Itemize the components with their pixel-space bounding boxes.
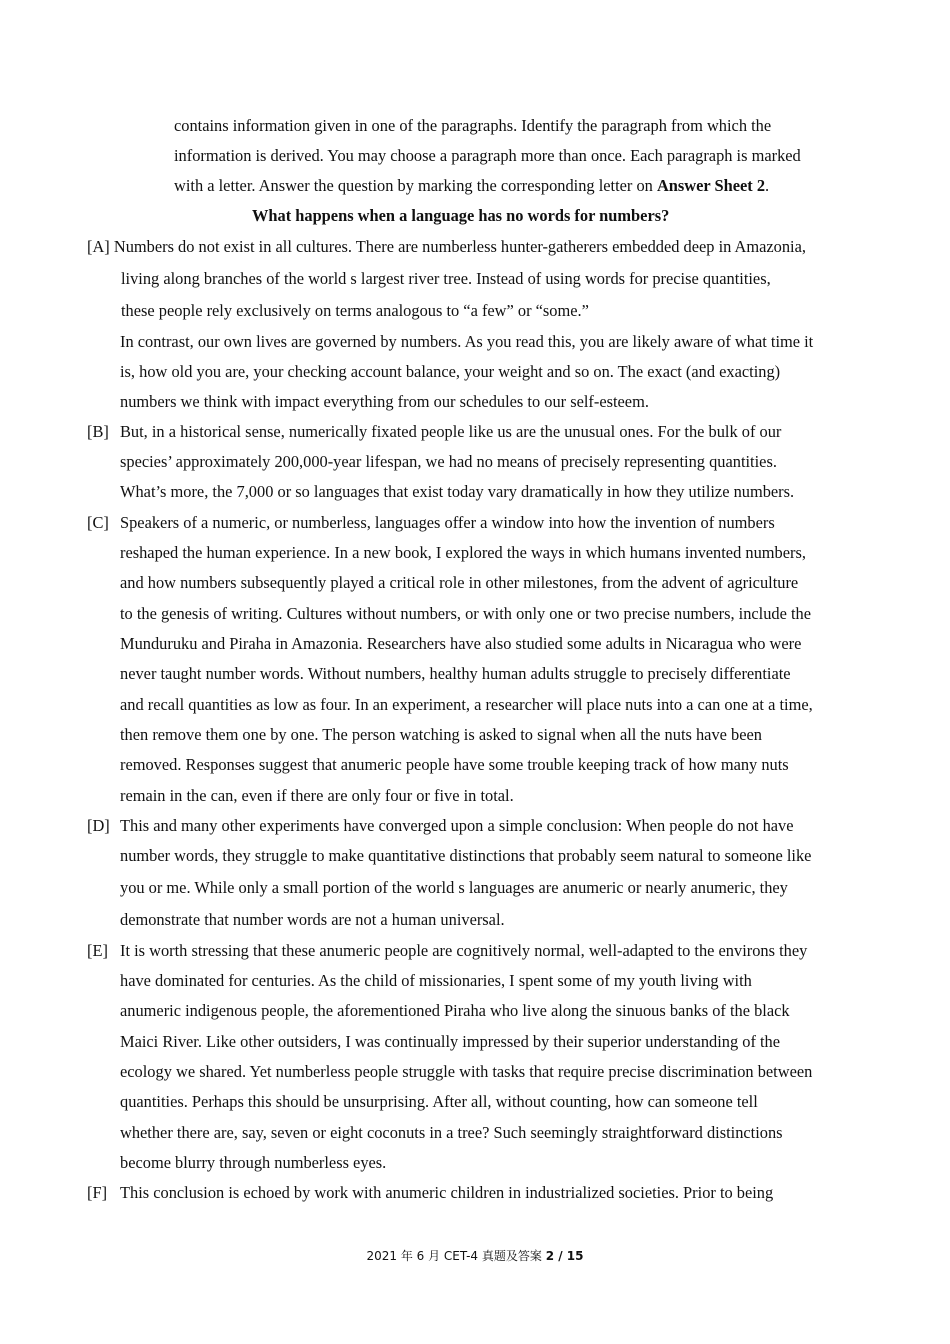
paragraph-e-line-7: whether there are, say, seven or eight coconuts in a tree? Such seemingly straightforward distinctions [120, 1123, 783, 1142]
paragraph-label-e: [E] [87, 941, 108, 960]
paragraph-a-line-2: living along branches of the world s largest river tree. Instead of using words for precise quantities, [121, 269, 771, 288]
paragraph-a-line-1: Numbers do not exist in all cultures. There are numberless hunter-gatherers embedded deep in Amazonia, [113, 237, 806, 256]
paragraph-label-c: [C] [87, 513, 109, 532]
paragraph-c-line-1: Speakers of a numeric, or numberless, languages offer a window into how the invention of numbers [120, 513, 775, 532]
paragraph-f-line-1: This conclusion is echoed by work with anumeric children in industrialized societies. Prior to being [120, 1183, 774, 1202]
paragraph-a-line-6: numbers we think with impact everything from our schedules to our self-esteem. [120, 392, 649, 411]
paragraph-c-line-7: and recall quantities as low as four. In an experiment, a researcher will place nuts into a can one at a time, [120, 695, 813, 714]
paragraph-d-line-1: This and many other experiments have converged upon a simple conclusion: When people do not have [120, 816, 794, 835]
answer-sheet-label: Answer Sheet 2 [656, 176, 766, 195]
paragraph-c-line-3: and how numbers subsequently played a critical role in other milestones, from the advent of agriculture [120, 573, 799, 592]
paragraph-a-line-5: is, how old you are, your checking account balance, your weight and so on. The exact (and exacting) [120, 362, 781, 381]
intro-line-3 [174, 176, 769, 196]
paragraph-a-line-4: In contrast, our own lives are governed by numbers. As you read this, you are likely aware of what time it [120, 332, 814, 351]
passage-title: What happens when a language has no words for numbers? [252, 206, 670, 225]
intro-line-3-end: . [765, 176, 770, 195]
paragraph-d-line-2: number words, they struggle to make quantitative distinctions that probably seem natural to someone like [120, 846, 812, 865]
paragraph-c-line-6: never taught number words. Without numbers, healthy human adults struggle to precisely differentiate [120, 664, 791, 683]
paragraph-e-line-5: ecology we shared. Yet numberless people struggle with tasks that require precise discrimination between [120, 1062, 813, 1081]
paragraph-label-f: [F] [87, 1183, 108, 1202]
paragraph-a-first-line [87, 237, 806, 257]
paragraph-label-a: [A] [87, 237, 110, 256]
intro-line-3-text: with a letter. Answer the question by marking the corresponding letter on [174, 176, 657, 195]
intro-line-2: information is derived. You may choose a paragraph more than once. Each paragraph is marked [174, 146, 801, 165]
paragraph-b-line-3: What’s more, the 7,000 or so languages that exist today vary dramatically in how they utilize numbers. [120, 482, 795, 501]
footer-text: 2021 年 6 月 CET-4 真题及答案 [366, 1249, 546, 1263]
paragraph-label-b: [B] [87, 422, 109, 441]
paragraph-e-line-3: anumeric indigenous people, the aforementioned Piraha who live along the sinuous banks of the black [120, 1001, 790, 1020]
page-footer [0, 1247, 950, 1264]
paragraph-e-line-1: It is worth stressing that these anumeric people are cognitively normal, well-adapted to the environs they [120, 941, 808, 960]
paragraph-c-line-5: Munduruku and Piraha in Amazonia. Researchers have also studied some adults in Nicaragua who were [120, 634, 802, 653]
paragraph-d-line-3: you or me. While only a small portion of the world s languages are anumeric or nearly anumeric, they [120, 878, 788, 897]
paragraph-e-line-4: Maici River. Like other outsiders, I was continually impressed by their superior understanding of the [120, 1032, 781, 1051]
paragraph-c-line-4: to the genesis of writing. Cultures without numbers, or with only one or two precise numbers, include the [120, 604, 812, 623]
paragraph-b-line-2: species’ approximately 200,000-year lifespan, we had no means of precisely representing quantities. [120, 452, 777, 471]
paragraph-e-line-2: have dominated for centuries. As the child of missionaries, I spent some of my youth living with [120, 971, 752, 990]
paragraph-d-line-4: demonstrate that number words are not a human universal. [120, 910, 505, 929]
paragraph-c-line-9: removed. Responses suggest that anumeric people have some trouble keeping track of how many nuts [120, 755, 789, 774]
paragraph-e-line-8: become blurry through numberless eyes. [120, 1153, 387, 1172]
paragraph-c-line-10: remain in the can, even if there are only four or five in total. [120, 786, 514, 805]
intro-line-1: contains information given in one of the paragraphs. Identify the paragraph from which the [174, 116, 772, 135]
paragraph-b-line-1: But, in a historical sense, numerically fixated people like us are the unusual ones. For the bulk of our [120, 422, 782, 441]
paragraph-c-line-8: then remove them one by one. The person watching is asked to signal when all the nuts have been [120, 725, 762, 744]
paragraph-a-line-3: these people rely exclusively on terms analogous to “a few” or “some.” [121, 301, 589, 320]
paragraph-label-d: [D] [87, 816, 110, 835]
page-number: 2 / 15 [545, 1249, 584, 1263]
paragraph-e-line-6: quantities. Perhaps this should be unsurprising. After all, without counting, how can someone tell [120, 1092, 758, 1111]
paragraph-c-line-2: reshaped the human experience. In a new book, I explored the ways in which humans invented numbers, [120, 543, 806, 562]
